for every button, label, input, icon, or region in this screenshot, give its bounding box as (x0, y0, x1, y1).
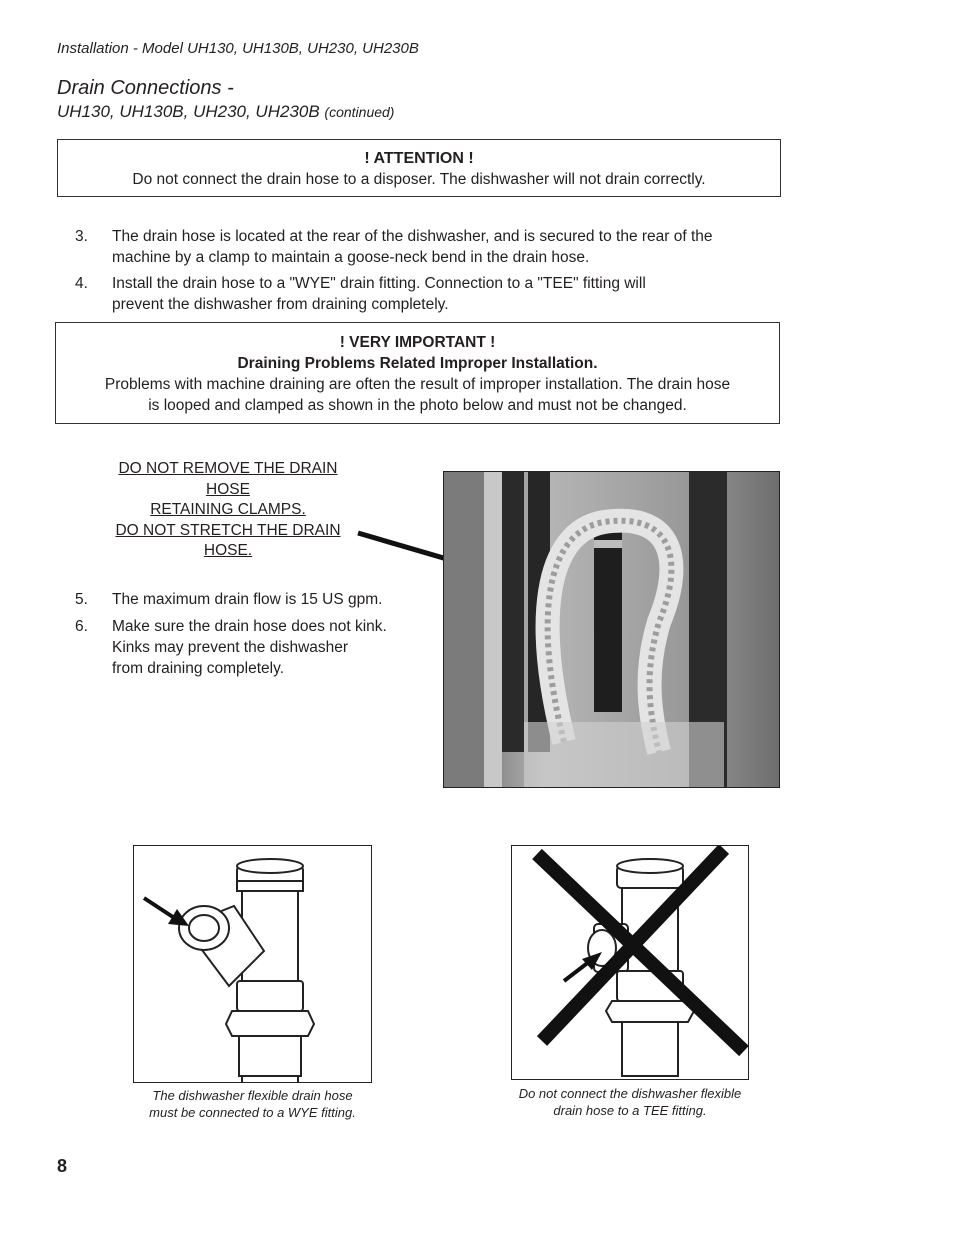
section-title: Drain Connections - (57, 77, 234, 99)
step-3 (75, 226, 775, 268)
attention-heading: ! ATTENTION ! (364, 150, 474, 167)
step-text: The drain hose is located at the rear of the dishwasher, and is secured to the rear of the machine by a clamp to maintain a goose-neck bend in the drain hose. (112, 228, 713, 266)
wye-fitting-illustration (133, 845, 372, 1083)
step-6 (75, 616, 435, 680)
step-text: Make sure the drain hose does not kink. Kinks may prevent the dishwasher from draining completely. (112, 618, 387, 677)
tee-fitting-illustration (511, 845, 749, 1080)
section-subtitle (57, 102, 394, 122)
step-5 (75, 589, 435, 611)
page-number: 8 (57, 1156, 68, 1176)
important-text-1: Problems with machine draining are often the result of improper installation. The drain hose (104, 376, 731, 393)
step-number: 4. (75, 275, 88, 292)
continued-label: (continued) (324, 104, 395, 120)
step-number: 3. (75, 228, 88, 245)
attention-box (57, 139, 781, 197)
step-number: 5. (75, 591, 88, 608)
important-box (55, 322, 780, 424)
wye-caption: The dishwasher flexible drain hose must be connected to a WYE fitting. (149, 1088, 356, 1120)
step-text: The maximum drain flow is 15 US gpm. (112, 591, 383, 608)
step-text: Install the drain hose to a "WYE" drain fitting. Connection to a "TEE" fitting will prevent the dishwasher from draining completely. (112, 275, 646, 313)
drain-hose-photo (443, 471, 780, 788)
important-text-2: is looped and clamped as shown in the photo below and must not be changed. (148, 397, 687, 414)
section-models: UH130, UH130B, UH230, UH230B (57, 102, 320, 121)
step-4 (75, 273, 775, 315)
important-heading: ! VERY IMPORTANT ! (339, 334, 496, 351)
attention-text: Do not connect the drain hose to a disposer. The dishwasher will not drain correctly. (132, 171, 706, 188)
tee-caption: Do not connect the dishwasher flexible drain hose to a TEE fitting. (518, 1086, 742, 1118)
warning-label: DO NOT REMOVE THE DRAIN HOSE RETAINING CLAMPS. DO NOT STRETCH THE DRAIN HOSE. (115, 460, 341, 559)
running-header: Installation - Model UH130, UH130B, UH230, UH230B (57, 40, 419, 57)
important-subheading: Draining Problems Related Improper Installation. (237, 355, 598, 372)
step-number: 6. (75, 618, 88, 635)
